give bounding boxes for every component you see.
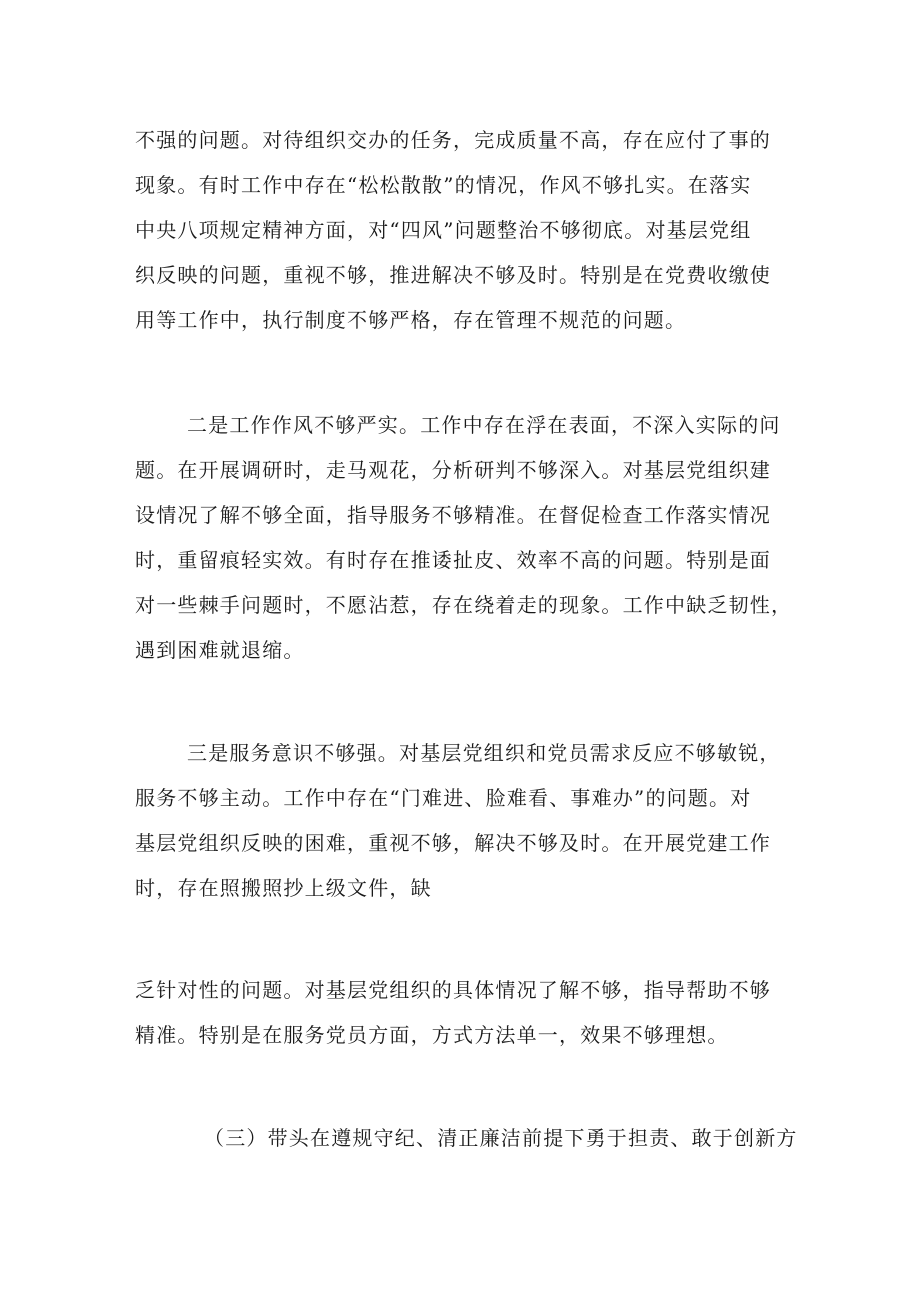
text-line: 织反映的问题，重视不够，推进解决不够及时。特别是在党费收缴使	[135, 263, 771, 287]
text-line: 基层党组织反映的困难，重视不够，解决不够及时。在开展党建工作	[135, 831, 771, 855]
text-line: 设情况了解不够全面，指导服务不够精准。在督促检查工作落实情况	[135, 503, 771, 527]
text-line: 二是工作作风不够严实。工作中存在浮在表面，不深入实际的问	[187, 413, 781, 437]
text-line: 服务不够主动。工作中存在“门难进、脸难看、事难办”的问题。对	[135, 786, 752, 810]
text-line: 时，存在照搬照抄上级文件，缺	[135, 876, 432, 900]
text-line: 时，重留痕轻实效。有时存在推诿扯皮、效率不高的问题。特别是面	[135, 548, 771, 572]
text-line: 乏针对性的问题。对基层党组织的具体情况了解不够，指导帮助不够	[135, 978, 771, 1002]
text-line: 三是服务意识不够强。对基层党组织和党员需求反应不够敏锐，	[187, 741, 781, 765]
text-line: 用等工作中，执行制度不够严格，存在管理不规范的问题。	[135, 308, 687, 332]
section-heading: （三）带头在遵规守纪、清正廉洁前提下勇于担责、敢于创新方	[204, 1126, 798, 1150]
text-line: 精准。特别是在服务党员方面，方式方法单一，效果不够理想。	[135, 1023, 729, 1047]
text-line: 不强的问题。对待组织交办的任务，完成质量不高，存在应付了事的	[135, 128, 771, 152]
text-line: 题。在开展调研时，走马观花，分析研判不够深入。对基层党组织建	[135, 458, 771, 482]
text-line: 现象。有时工作中存在“松松散散”的情况，作风不够扎实。在落实	[135, 173, 752, 197]
text-line: 中央八项规定精神方面，对“四风”问题整治不够彻底。对基层党组	[135, 218, 752, 242]
text-line: 对一些棘手问题时，不愿沾惹，存在绕着走的现象。工作中缺乏韧性，	[135, 593, 793, 617]
text-line: 遇到困难就退缩。	[135, 638, 305, 662]
